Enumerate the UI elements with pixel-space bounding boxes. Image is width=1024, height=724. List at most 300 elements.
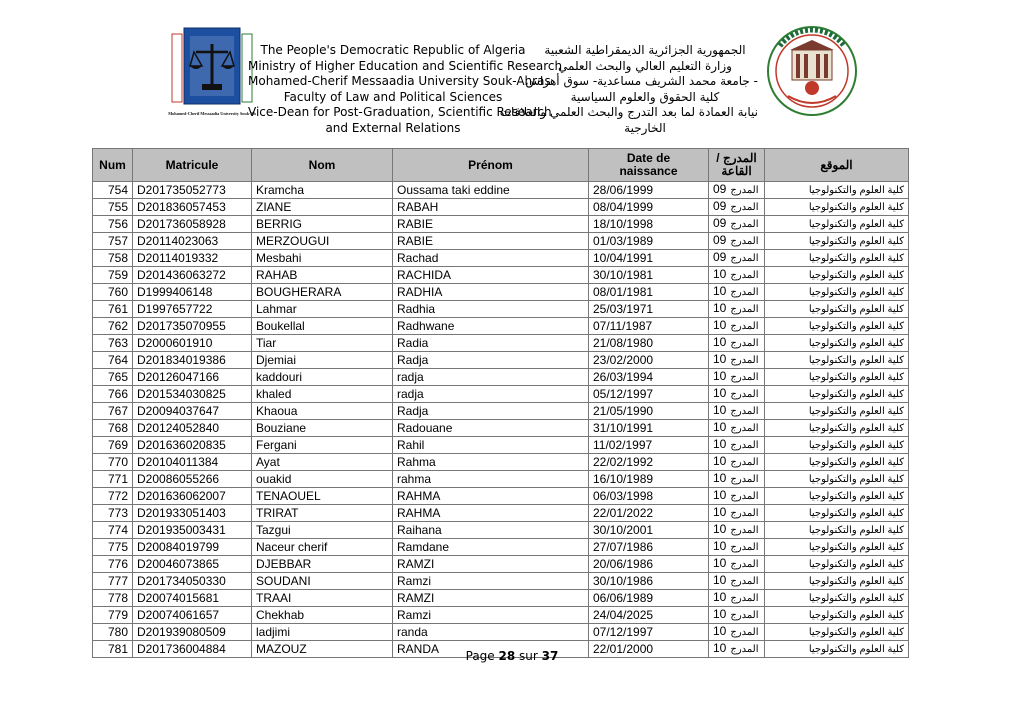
cell-matricule: D20104011384: [133, 454, 252, 471]
table-row: [93, 284, 909, 301]
cell-num: 768: [93, 420, 133, 437]
cell-location: كلية العلوم والتكنولوجيا: [765, 267, 909, 284]
cell-num: 761: [93, 301, 133, 318]
cell-date: 24/04/2025: [589, 607, 709, 624]
table-row: [93, 335, 909, 352]
cell-matricule: D201735052773: [133, 182, 252, 199]
of-word: sur: [519, 649, 538, 663]
room-number: 10: [713, 607, 727, 621]
room-word: المدرج: [730, 321, 759, 332]
col-header-date-line: naissance: [619, 164, 678, 178]
cell-nom: MAZOUZ: [252, 641, 393, 658]
table-row: [93, 250, 909, 267]
cell-matricule: D20124052840: [133, 420, 252, 437]
table-row: [93, 233, 909, 250]
table-row: [93, 505, 909, 522]
cell-date: 31/10/1991: [589, 420, 709, 437]
cell-num: 762: [93, 318, 133, 335]
room-number: 10: [713, 539, 727, 553]
table-row: [93, 556, 909, 573]
cell-location: كلية العلوم والتكنولوجيا: [765, 301, 909, 318]
cell-matricule: D1999406148: [133, 284, 252, 301]
cell-num: 767: [93, 403, 133, 420]
cell-prenom: RACHIDA: [393, 267, 589, 284]
cell-prenom: RAMZI: [393, 590, 589, 607]
room-number: 10: [713, 301, 727, 315]
cell-num: 757: [93, 233, 133, 250]
cell-location: كلية العلوم والتكنولوجيا: [765, 352, 909, 369]
cell-num: 772: [93, 488, 133, 505]
table-row: [93, 488, 909, 505]
cell-prenom: Raihana: [393, 522, 589, 539]
cell-prenom: Ramzi: [393, 573, 589, 590]
cell-prenom: radja: [393, 386, 589, 403]
room-number: 10: [713, 624, 727, 638]
university-logo-left: [168, 26, 256, 118]
cell-matricule: D201939080509: [133, 624, 252, 641]
cell-date: 28/06/1999: [589, 182, 709, 199]
cell-nom: Naceur cherif: [252, 539, 393, 556]
cell-prenom: randa: [393, 624, 589, 641]
room-number: 10: [713, 471, 727, 485]
table-row: [93, 590, 909, 607]
room-word: المدرج: [730, 559, 759, 570]
room-word: المدرج: [730, 593, 759, 604]
cell-matricule: D20046073865: [133, 556, 252, 573]
room-number: 10: [713, 505, 727, 519]
table-row: [93, 386, 909, 403]
col-header-room-line: المدرج /: [716, 151, 757, 165]
room-word: المدرج: [730, 525, 759, 536]
cell-room: [709, 301, 765, 318]
cell-room: [709, 624, 765, 641]
room-word: المدرج: [730, 338, 759, 349]
cell-room: [709, 573, 765, 590]
cell-prenom: Ramdane: [393, 539, 589, 556]
header-english: [248, 43, 563, 136]
cell-date: 25/03/1971: [589, 301, 709, 318]
cell-date: 16/10/1989: [589, 471, 709, 488]
header-arabic: [499, 43, 758, 136]
table-row: [93, 454, 909, 471]
cell-num: 781: [93, 641, 133, 658]
room-word: المدرج: [730, 372, 759, 383]
cell-nom: Tazgui: [252, 522, 393, 539]
header-ar-line: كلية الحقوق والعلوم السياسية: [570, 89, 720, 104]
cell-matricule: D201636020835: [133, 437, 252, 454]
header-en-line: The People's Democratic Republic of Algeria: [260, 43, 526, 57]
cell-matricule: D20074015681: [133, 590, 252, 607]
cell-location: كلية العلوم والتكنولوجيا: [765, 182, 909, 199]
cell-prenom: Oussama taki eddine: [393, 182, 589, 199]
room-number: 10: [713, 641, 727, 655]
cell-nom: TRAAI: [252, 590, 393, 607]
room-number: 10: [713, 335, 727, 349]
table-row: [93, 403, 909, 420]
col-header-date: [589, 149, 709, 182]
table-row: [93, 318, 909, 335]
header-en-line: Vice-Dean for Post-Graduation, Scientific Research: [248, 105, 552, 119]
cell-date: 22/01/2022: [589, 505, 709, 522]
cell-date: 18/10/1998: [589, 216, 709, 233]
cell-date: 20/06/1986: [589, 556, 709, 573]
cell-matricule: D20074061657: [133, 607, 252, 624]
room-number: 09: [713, 199, 727, 213]
cell-prenom: Rahma: [393, 454, 589, 471]
cell-matricule: D201734050330: [133, 573, 252, 590]
cell-num: 779: [93, 607, 133, 624]
cell-location: كلية العلوم والتكنولوجيا: [765, 403, 909, 420]
room-number: 10: [713, 420, 727, 434]
room-word: المدرج: [730, 491, 759, 502]
cell-location: كلية العلوم والتكنولوجيا: [765, 573, 909, 590]
cell-nom: Tiar: [252, 335, 393, 352]
cell-location: كلية العلوم والتكنولوجيا: [765, 522, 909, 539]
cell-room: [709, 488, 765, 505]
candidate-list-table: [92, 148, 909, 658]
header-en-line: Mohamed-Cherif Messaadia University Souk-Ahras: [248, 74, 551, 88]
cell-matricule: D201736004884: [133, 641, 252, 658]
page-total: 37: [541, 649, 559, 663]
table-row: [93, 352, 909, 369]
cell-nom: Lahmar: [252, 301, 393, 318]
room-number: 10: [713, 403, 727, 417]
cell-matricule: D201836057453: [133, 199, 252, 216]
cell-location: كلية العلوم والتكنولوجيا: [765, 607, 909, 624]
cell-num: 756: [93, 216, 133, 233]
cell-location: كلية العلوم والتكنولوجيا: [765, 505, 909, 522]
cell-room: [709, 386, 765, 403]
room-number: 10: [713, 386, 727, 400]
cell-prenom: RABIE: [393, 216, 589, 233]
table-row: [93, 267, 909, 284]
table-row: [93, 471, 909, 488]
table-row: [93, 624, 909, 641]
cell-room: [709, 233, 765, 250]
cell-location: كلية العلوم والتكنولوجيا: [765, 454, 909, 471]
cell-location: كلية العلوم والتكنولوجيا: [765, 369, 909, 386]
table-row: [93, 199, 909, 216]
cell-prenom: Radja: [393, 403, 589, 420]
header-ar-line: نيابة العمادة لما بعد التدرج والبحث العلمي والعلاقات: [499, 105, 758, 119]
cell-room: [709, 216, 765, 233]
cell-room: [709, 505, 765, 522]
cell-location: كلية العلوم والتكنولوجيا: [765, 318, 909, 335]
cell-prenom: radja: [393, 369, 589, 386]
cell-matricule: D20084019799: [133, 539, 252, 556]
col-header-location: الموقع: [765, 149, 909, 182]
cell-prenom: Rachad: [393, 250, 589, 267]
cell-nom: Chekhab: [252, 607, 393, 624]
room-number: 10: [713, 522, 727, 536]
room-word: المدرج: [730, 202, 759, 213]
cell-num: 774: [93, 522, 133, 539]
cell-num: 777: [93, 573, 133, 590]
col-header-nom: Nom: [252, 149, 393, 182]
table-body: [93, 182, 909, 658]
logo-left-caption: Mohamed-Cherif Messaadia University Souk-Ah: [168, 111, 256, 116]
cell-num: 755: [93, 199, 133, 216]
cell-room: [709, 267, 765, 284]
cell-date: 27/07/1986: [589, 539, 709, 556]
cell-location: كلية العلوم والتكنولوجيا: [765, 420, 909, 437]
cell-date: 23/02/2000: [589, 352, 709, 369]
cell-location: كلية العلوم والتكنولوجيا: [765, 386, 909, 403]
cell-location: كلية العلوم والتكنولوجيا: [765, 335, 909, 352]
cell-room: [709, 454, 765, 471]
page-current: 28: [498, 649, 516, 663]
cell-date: 30/10/1981: [589, 267, 709, 284]
cell-num: 763: [93, 335, 133, 352]
room-word: المدرج: [730, 253, 759, 264]
cell-matricule: D2000601910: [133, 335, 252, 352]
col-header-prenom: Prénom: [393, 149, 589, 182]
cell-prenom: Radia: [393, 335, 589, 352]
cell-room: [709, 369, 765, 386]
cell-date: 22/02/1992: [589, 454, 709, 471]
cell-matricule: D201736058928: [133, 216, 252, 233]
room-number: 10: [713, 590, 727, 604]
cell-location: كلية العلوم والتكنولوجيا: [765, 590, 909, 607]
room-word: المدرج: [730, 270, 759, 281]
header-ar-line: الجمهورية الجزائرية الديمقراطية الشعبية: [544, 43, 746, 57]
cell-nom: Bouziane: [252, 420, 393, 437]
page-word: Page: [465, 649, 495, 663]
cell-date: 05/12/1997: [589, 386, 709, 403]
cell-num: 759: [93, 267, 133, 284]
table-row: [93, 369, 909, 386]
cell-location: كلية العلوم والتكنولوجيا: [765, 199, 909, 216]
cell-matricule: D20114023063: [133, 233, 252, 250]
table-row: [93, 216, 909, 233]
room-word: المدرج: [730, 355, 759, 366]
cell-date: 30/10/2001: [589, 522, 709, 539]
cell-room: [709, 539, 765, 556]
cell-num: 773: [93, 505, 133, 522]
cell-date: 21/08/1980: [589, 335, 709, 352]
cell-prenom: RABAH: [393, 199, 589, 216]
cell-num: 765: [93, 369, 133, 386]
cell-location: كلية العلوم والتكنولوجيا: [765, 624, 909, 641]
cell-prenom: Rahil: [393, 437, 589, 454]
cell-prenom: RAHMA: [393, 488, 589, 505]
cell-nom: ouakid: [252, 471, 393, 488]
cell-date: 07/11/1987: [589, 318, 709, 335]
room-word: المدرج: [730, 287, 759, 298]
cell-prenom: rahma: [393, 471, 589, 488]
cell-room: [709, 403, 765, 420]
cell-num: 770: [93, 454, 133, 471]
cell-room: [709, 607, 765, 624]
room-word: المدرج: [730, 423, 759, 434]
cell-prenom: Radhia: [393, 301, 589, 318]
cell-num: 780: [93, 624, 133, 641]
cell-num: 778: [93, 590, 133, 607]
cell-nom: ZIANE: [252, 199, 393, 216]
table-row: [93, 539, 909, 556]
cell-date: 30/10/1986: [589, 573, 709, 590]
room-number: 09: [713, 250, 727, 264]
cell-location: كلية العلوم والتكنولوجيا: [765, 437, 909, 454]
cell-nom: BOUGHERARA: [252, 284, 393, 301]
cell-num: 760: [93, 284, 133, 301]
cell-matricule: D201935003431: [133, 522, 252, 539]
cell-nom: Ayat: [252, 454, 393, 471]
table-row: [93, 420, 909, 437]
table-row: [93, 522, 909, 539]
cell-num: 764: [93, 352, 133, 369]
room-number: 10: [713, 284, 727, 298]
header-ar-line: الخارجية: [624, 120, 666, 135]
table-header-row: [93, 149, 909, 182]
room-number: 09: [713, 233, 727, 247]
cell-date: 06/03/1998: [589, 488, 709, 505]
room-word: المدرج: [730, 236, 759, 247]
table-row: [93, 437, 909, 454]
cell-num: 769: [93, 437, 133, 454]
cell-date: 26/03/1994: [589, 369, 709, 386]
cell-date: 07/12/1997: [589, 624, 709, 641]
cell-location: كلية العلوم والتكنولوجيا: [765, 641, 909, 658]
cell-prenom: Radhwane: [393, 318, 589, 335]
table-row: [93, 607, 909, 624]
cell-num: 775: [93, 539, 133, 556]
cell-num: 766: [93, 386, 133, 403]
room-word: المدرج: [730, 576, 759, 587]
cell-nom: kaddouri: [252, 369, 393, 386]
cell-date: 06/06/1989: [589, 590, 709, 607]
cell-matricule: D201735070955: [133, 318, 252, 335]
room-word: المدرج: [730, 474, 759, 485]
cell-matricule: D20126047166: [133, 369, 252, 386]
cell-matricule: D201436063272: [133, 267, 252, 284]
cell-nom: SOUDANI: [252, 573, 393, 590]
cell-room: [709, 284, 765, 301]
table-row: [93, 301, 909, 318]
room-word: المدرج: [730, 389, 759, 400]
cell-num: 776: [93, 556, 133, 573]
cell-date: 01/03/1989: [589, 233, 709, 250]
cell-location: كلية العلوم والتكنولوجيا: [765, 488, 909, 505]
room-number: 10: [713, 573, 727, 587]
cell-date: 08/04/1999: [589, 199, 709, 216]
cell-prenom: RAMZI: [393, 556, 589, 573]
col-header-room: [709, 149, 765, 182]
cell-date: 22/01/2000: [589, 641, 709, 658]
cell-prenom: RABIE: [393, 233, 589, 250]
cell-prenom: RADHIA: [393, 284, 589, 301]
cell-matricule: D201933051403: [133, 505, 252, 522]
cell-room: [709, 420, 765, 437]
room-word: المدرج: [730, 644, 759, 655]
cell-nom: ladjimi: [252, 624, 393, 641]
cell-nom: TENAOUEL: [252, 488, 393, 505]
header-ar-line: - جامعة محمد الشريف مساعدية- سوق أهراس: [525, 74, 758, 88]
table-row: [93, 182, 909, 199]
room-number: 09: [713, 216, 727, 230]
room-word: المدرج: [730, 627, 759, 638]
cell-room: [709, 352, 765, 369]
room-word: المدرج: [730, 508, 759, 519]
room-number: 10: [713, 267, 727, 281]
cell-room: [709, 318, 765, 335]
cell-room: [709, 556, 765, 573]
page-footer: [0, 649, 1024, 663]
cell-num: 758: [93, 250, 133, 267]
cell-matricule: D20094037647: [133, 403, 252, 420]
room-word: المدرج: [730, 185, 759, 196]
cell-prenom: Radja: [393, 352, 589, 369]
room-word: المدرج: [730, 406, 759, 417]
cell-nom: Djemiai: [252, 352, 393, 369]
cell-nom: TRIRAT: [252, 505, 393, 522]
room-number: 10: [713, 556, 727, 570]
university-seal-right: [766, 24, 858, 118]
cell-prenom: Radouane: [393, 420, 589, 437]
cell-prenom: RAHMA: [393, 505, 589, 522]
col-header-date-line: Date de: [626, 151, 671, 165]
cell-nom: Khaoua: [252, 403, 393, 420]
cell-location: كلية العلوم والتكنولوجيا: [765, 233, 909, 250]
cell-nom: RAHAB: [252, 267, 393, 284]
cell-nom: Fergani: [252, 437, 393, 454]
cell-room: [709, 590, 765, 607]
col-header-room-line: القاعة: [721, 164, 752, 178]
col-header-matricule: Matricule: [133, 149, 252, 182]
cell-matricule: D20086055266: [133, 471, 252, 488]
cell-nom: khaled: [252, 386, 393, 403]
cell-matricule: D201534030825: [133, 386, 252, 403]
cell-date: 11/02/1997: [589, 437, 709, 454]
room-word: المدرج: [730, 440, 759, 451]
cell-location: كلية العلوم والتكنولوجيا: [765, 539, 909, 556]
header-en-line: Faculty of Law and Political Sciences: [283, 89, 503, 104]
room-word: المدرج: [730, 219, 759, 230]
cell-room: [709, 199, 765, 216]
cell-prenom: RANDA: [393, 641, 589, 658]
room-word: المدرج: [730, 457, 759, 468]
cell-location: كلية العلوم والتكنولوجيا: [765, 471, 909, 488]
cell-room: [709, 522, 765, 539]
cell-date: 08/01/1981: [589, 284, 709, 301]
cell-matricule: D201636062007: [133, 488, 252, 505]
cell-room: [709, 182, 765, 199]
cell-matricule: D20114019332: [133, 250, 252, 267]
cell-room: [709, 471, 765, 488]
cell-location: كلية العلوم والتكنولوجيا: [765, 216, 909, 233]
cell-date: 21/05/1990: [589, 403, 709, 420]
room-word: المدرج: [730, 304, 759, 315]
cell-matricule: D1997657722: [133, 301, 252, 318]
room-number: 10: [713, 437, 727, 451]
header-ar-line: وزارة التعليم العالي والبحث العلمي: [558, 58, 732, 73]
cell-room: [709, 335, 765, 352]
room-number: 09: [713, 182, 727, 196]
header-en-line: and External Relations: [325, 120, 461, 135]
room-number: 10: [713, 369, 727, 383]
room-word: المدرج: [730, 542, 759, 553]
col-header-num: Num: [93, 149, 133, 182]
room-number: 10: [713, 352, 727, 366]
header-en-line: Ministry of Higher Education and Scientific Research: [248, 58, 563, 73]
cell-location: كلية العلوم والتكنولوجيا: [765, 250, 909, 267]
cell-nom: MERZOUGUI: [252, 233, 393, 250]
cell-nom: Kramcha: [252, 182, 393, 199]
cell-room: [709, 437, 765, 454]
cell-room: [709, 250, 765, 267]
room-number: 10: [713, 318, 727, 332]
room-number: 10: [713, 454, 727, 468]
